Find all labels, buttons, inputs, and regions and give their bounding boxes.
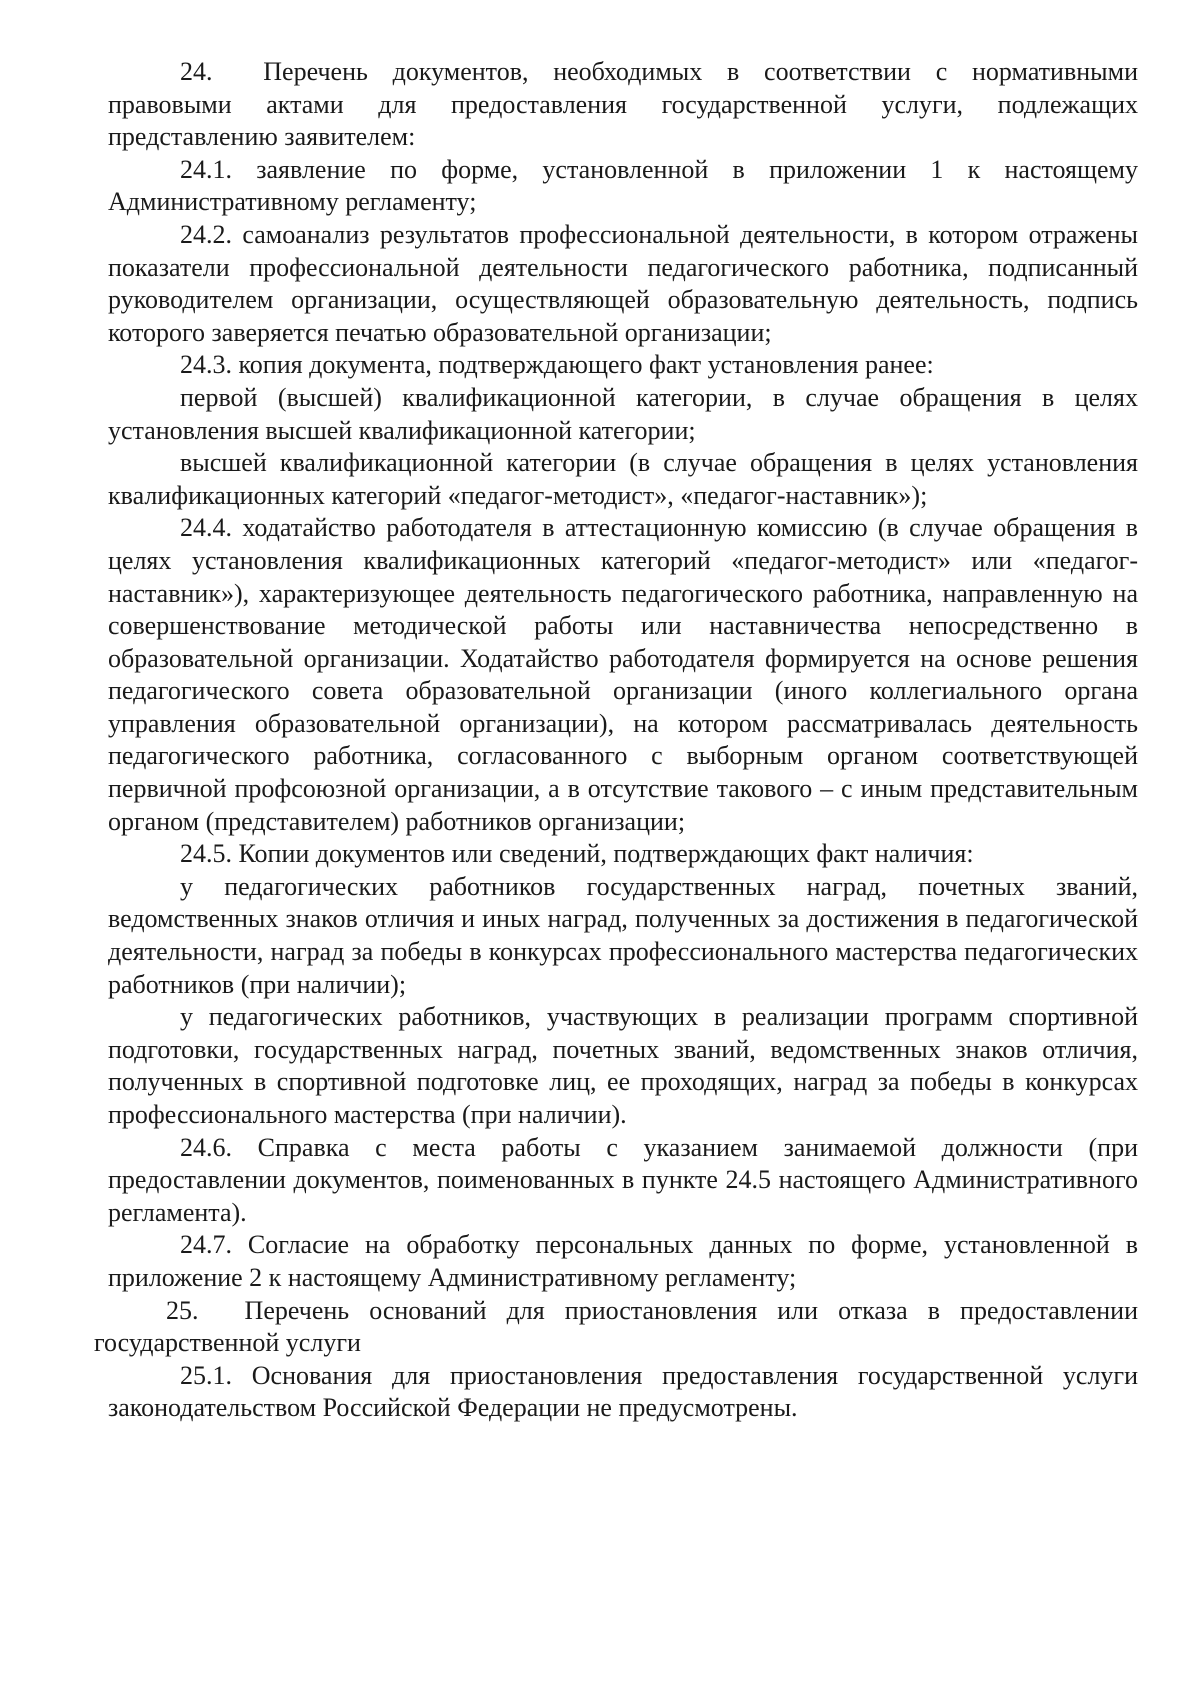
paragraph-24-7: 24.7. Согласие на обработку персональных данных по форме, установленной в приложение 2 к настоящему Административному регламенту; bbox=[108, 1230, 1138, 1292]
paragraph-24-5: 24.5. Копии документов или сведений, подтверждающих факт наличия: bbox=[180, 839, 974, 869]
paragraph-24-2: 24.2. самоанализ результатов профессиональной деятельности, в котором отражены показатели профессиональной деятельности педагогического работника, подписанный руководителем организации, осуществляющей образовательную деятельность, подпись которого заверяется печатью образовательной организации; bbox=[108, 219, 1138, 347]
paragraph-24-5-sports-awards: у педагогических работников, участвующих в реализации программ спортивной подготовки, государственных наград, почетных званий, ведомственных знаков отличия, полученных в спортивной подготовке лиц, ее проходящих, наград за победы в конкурсах профессионального мастерства (при наличии). bbox=[108, 1002, 1138, 1129]
paragraph-24-1: 24.1. заявление по форме, установленной в приложении 1 к настоящему Административному регламенту; bbox=[108, 154, 1138, 217]
paragraph-24: 24. Перечень документов, необходимых в соответствии с нормативными правовыми актами для предоставления государственной услуги, подлежащих представлению заявителем: bbox=[108, 57, 1138, 152]
paragraph-24-3: 24.3. копия документа, подтверждающего факт установления ранее: bbox=[180, 350, 934, 380]
document-page bbox=[94, 56, 1138, 1425]
paragraph-24-5-pedagogical-awards: у педагогических работников государственных наград, почетных званий, ведомственных знаков отличия и иных наград, полученных за достижения в педагогической деятельности, наград за победы в конкурсах профессионального мастерства педагогических работников (при наличии); bbox=[108, 871, 1138, 999]
paragraph-24-3-first-category: первой (высшей) квалификационной категории, в случае обращения в целях установления высшей квалификационной категории; bbox=[108, 382, 1138, 445]
paragraph-24-3-highest-category: высшей квалификационной категории (в случае обращения в целях установления квалификационных категорий «педагог-методист», «педагог-наставник»); bbox=[108, 448, 1138, 510]
paragraph-24-6: 24.6. Справка с места работы с указанием занимаемой должности (при предоставлении документов, поименованных в пункте 24.5 настоящего Административного регламента). bbox=[108, 1132, 1138, 1227]
paragraph-25-1: 25.1. Основания для приостановления предоставления государственной услуги законодательством Российской Федерации не предусмотрены. bbox=[108, 1360, 1138, 1423]
paragraph-25: 25. Перечень оснований для приостановления или отказа в предоставлении государственной услуги bbox=[94, 1295, 1138, 1358]
paragraph-24-4: 24.4. ходатайство работодателя в аттестационную комиссию (в случае обращения в целях установления квалификационных категорий «педагог-методист» или «педагог-наставник»), характеризующее деятельность педагогического работника, направленную на совершенствование методической работы или наставничества непосредственно в образовательной организации. Ходатайство работодателя формируется на основе решения педагогического совета образовательной организации (иного коллегиального органа управления образовательной организации), на котором рассматривалась деятельность педагогического работника, согласованного с выборным органом соответствующей первичной профсоюзной организации, а в отсутствие такового – с иным представительным органом (представителем) работников организации; bbox=[108, 513, 1138, 836]
